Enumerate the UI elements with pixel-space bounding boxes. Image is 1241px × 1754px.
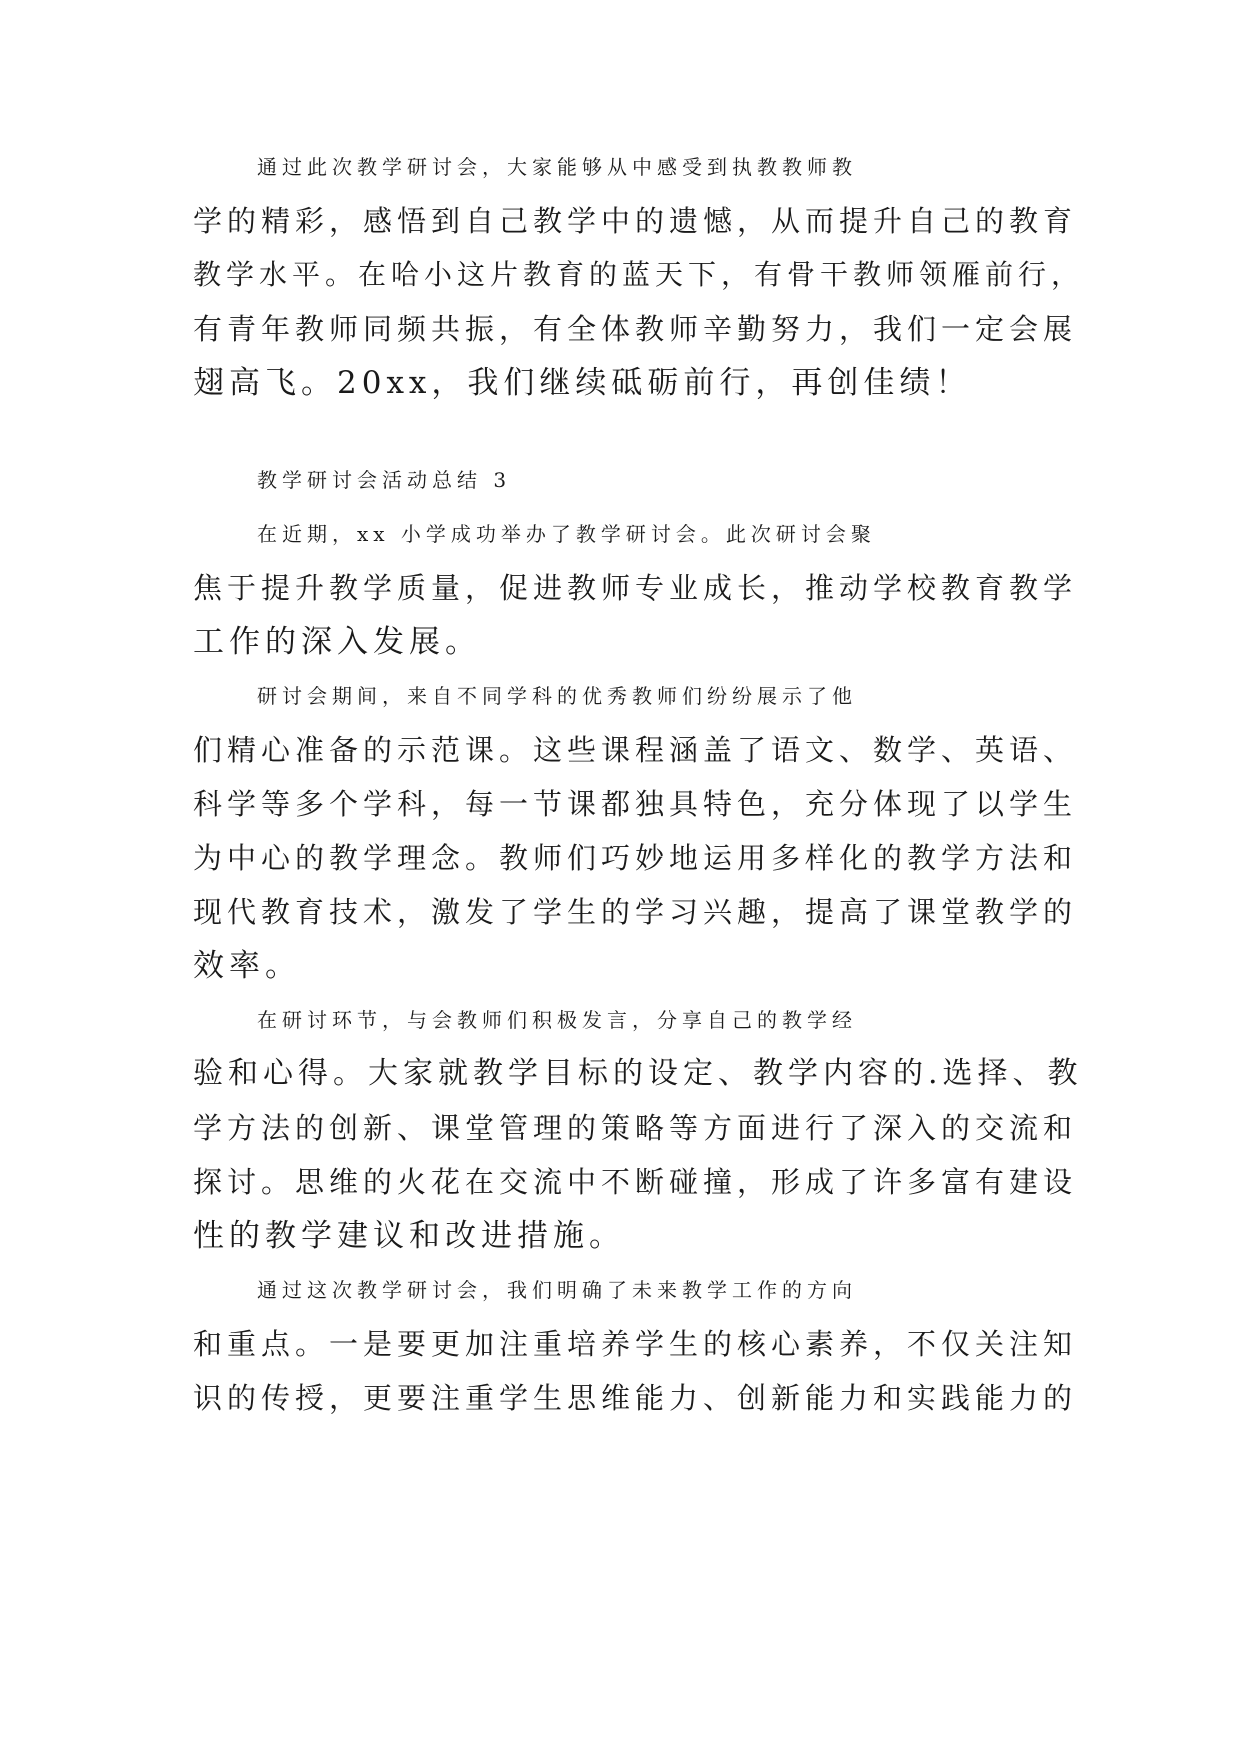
paragraph-line: 为中心的教学理念。教师们巧妙地运用多样化的教学方法和 (193, 841, 1078, 875)
paragraph-line: 科学等多个学科，每一节课都独具特色，充分体现了以学生 (193, 787, 1078, 821)
paragraph-line: 验和心得。大家就教学目标的设定、教学内容的.选择、教 (193, 1056, 1083, 1091)
paragraph-line: 焦于提升教学质量，促进教师专业成长，推动学校教育教学 (193, 571, 1078, 605)
paragraph-line: 翅高飞。20xx，我们继续砥砺前行，再创佳绩！ (193, 365, 972, 401)
paragraph-line: 学的精彩，感悟到自己教学中的遗憾，从而提升自己的教育 (193, 204, 1078, 238)
paragraph-line: 有青年教师同频共振，有全体教师辛勤努力，我们一定会展 (193, 312, 1078, 346)
paragraph-line: 通过这次教学研讨会，我们明确了未来教学工作的方向 (257, 1278, 857, 1302)
paragraph-line: 们精心准备的示范课。这些课程涵盖了语文、数学、英语、 (193, 733, 1078, 767)
paragraph-line: 在研讨环节，与会教师们积极发言，分享自己的教学经 (257, 1008, 857, 1032)
paragraph-line: 性的教学建议和改进措施。 (193, 1218, 625, 1254)
paragraph-line: 在近期，xx 小学成功举办了教学研讨会。此次研讨会聚 (257, 522, 876, 546)
paragraph-line: 现代教育技术，激发了学生的学习兴趣，提高了课堂教学的 (193, 895, 1078, 929)
section-heading: 教学研讨会活动总结 3 (257, 468, 512, 492)
paragraph-line: 工作的深入发展。 (193, 624, 481, 660)
paragraph-line: 探讨。思维的火花在交流中不断碰撞，形成了许多富有建设 (193, 1165, 1078, 1199)
paragraph-line: 通过此次教学研讨会，大家能够从中感受到执教教师教 (257, 155, 857, 179)
paragraph-line: 识的传授，更要注重学生思维能力、创新能力和实践能力的 (193, 1381, 1078, 1415)
paragraph-line: 和重点。一是要更加注重培养学生的核心素养，不仅关注知 (193, 1327, 1078, 1361)
paragraph-line: 效率。 (193, 948, 301, 984)
paragraph-line: 学方法的创新、课堂管理的策略等方面进行了深入的交流和 (193, 1111, 1078, 1145)
paragraph-line: 教学水平。在哈小这片教育的蓝天下，有骨干教师领雁前行， (193, 258, 1085, 291)
paragraph-line: 研讨会期间，来自不同学科的优秀教师们纷纷展示了他 (257, 684, 857, 708)
